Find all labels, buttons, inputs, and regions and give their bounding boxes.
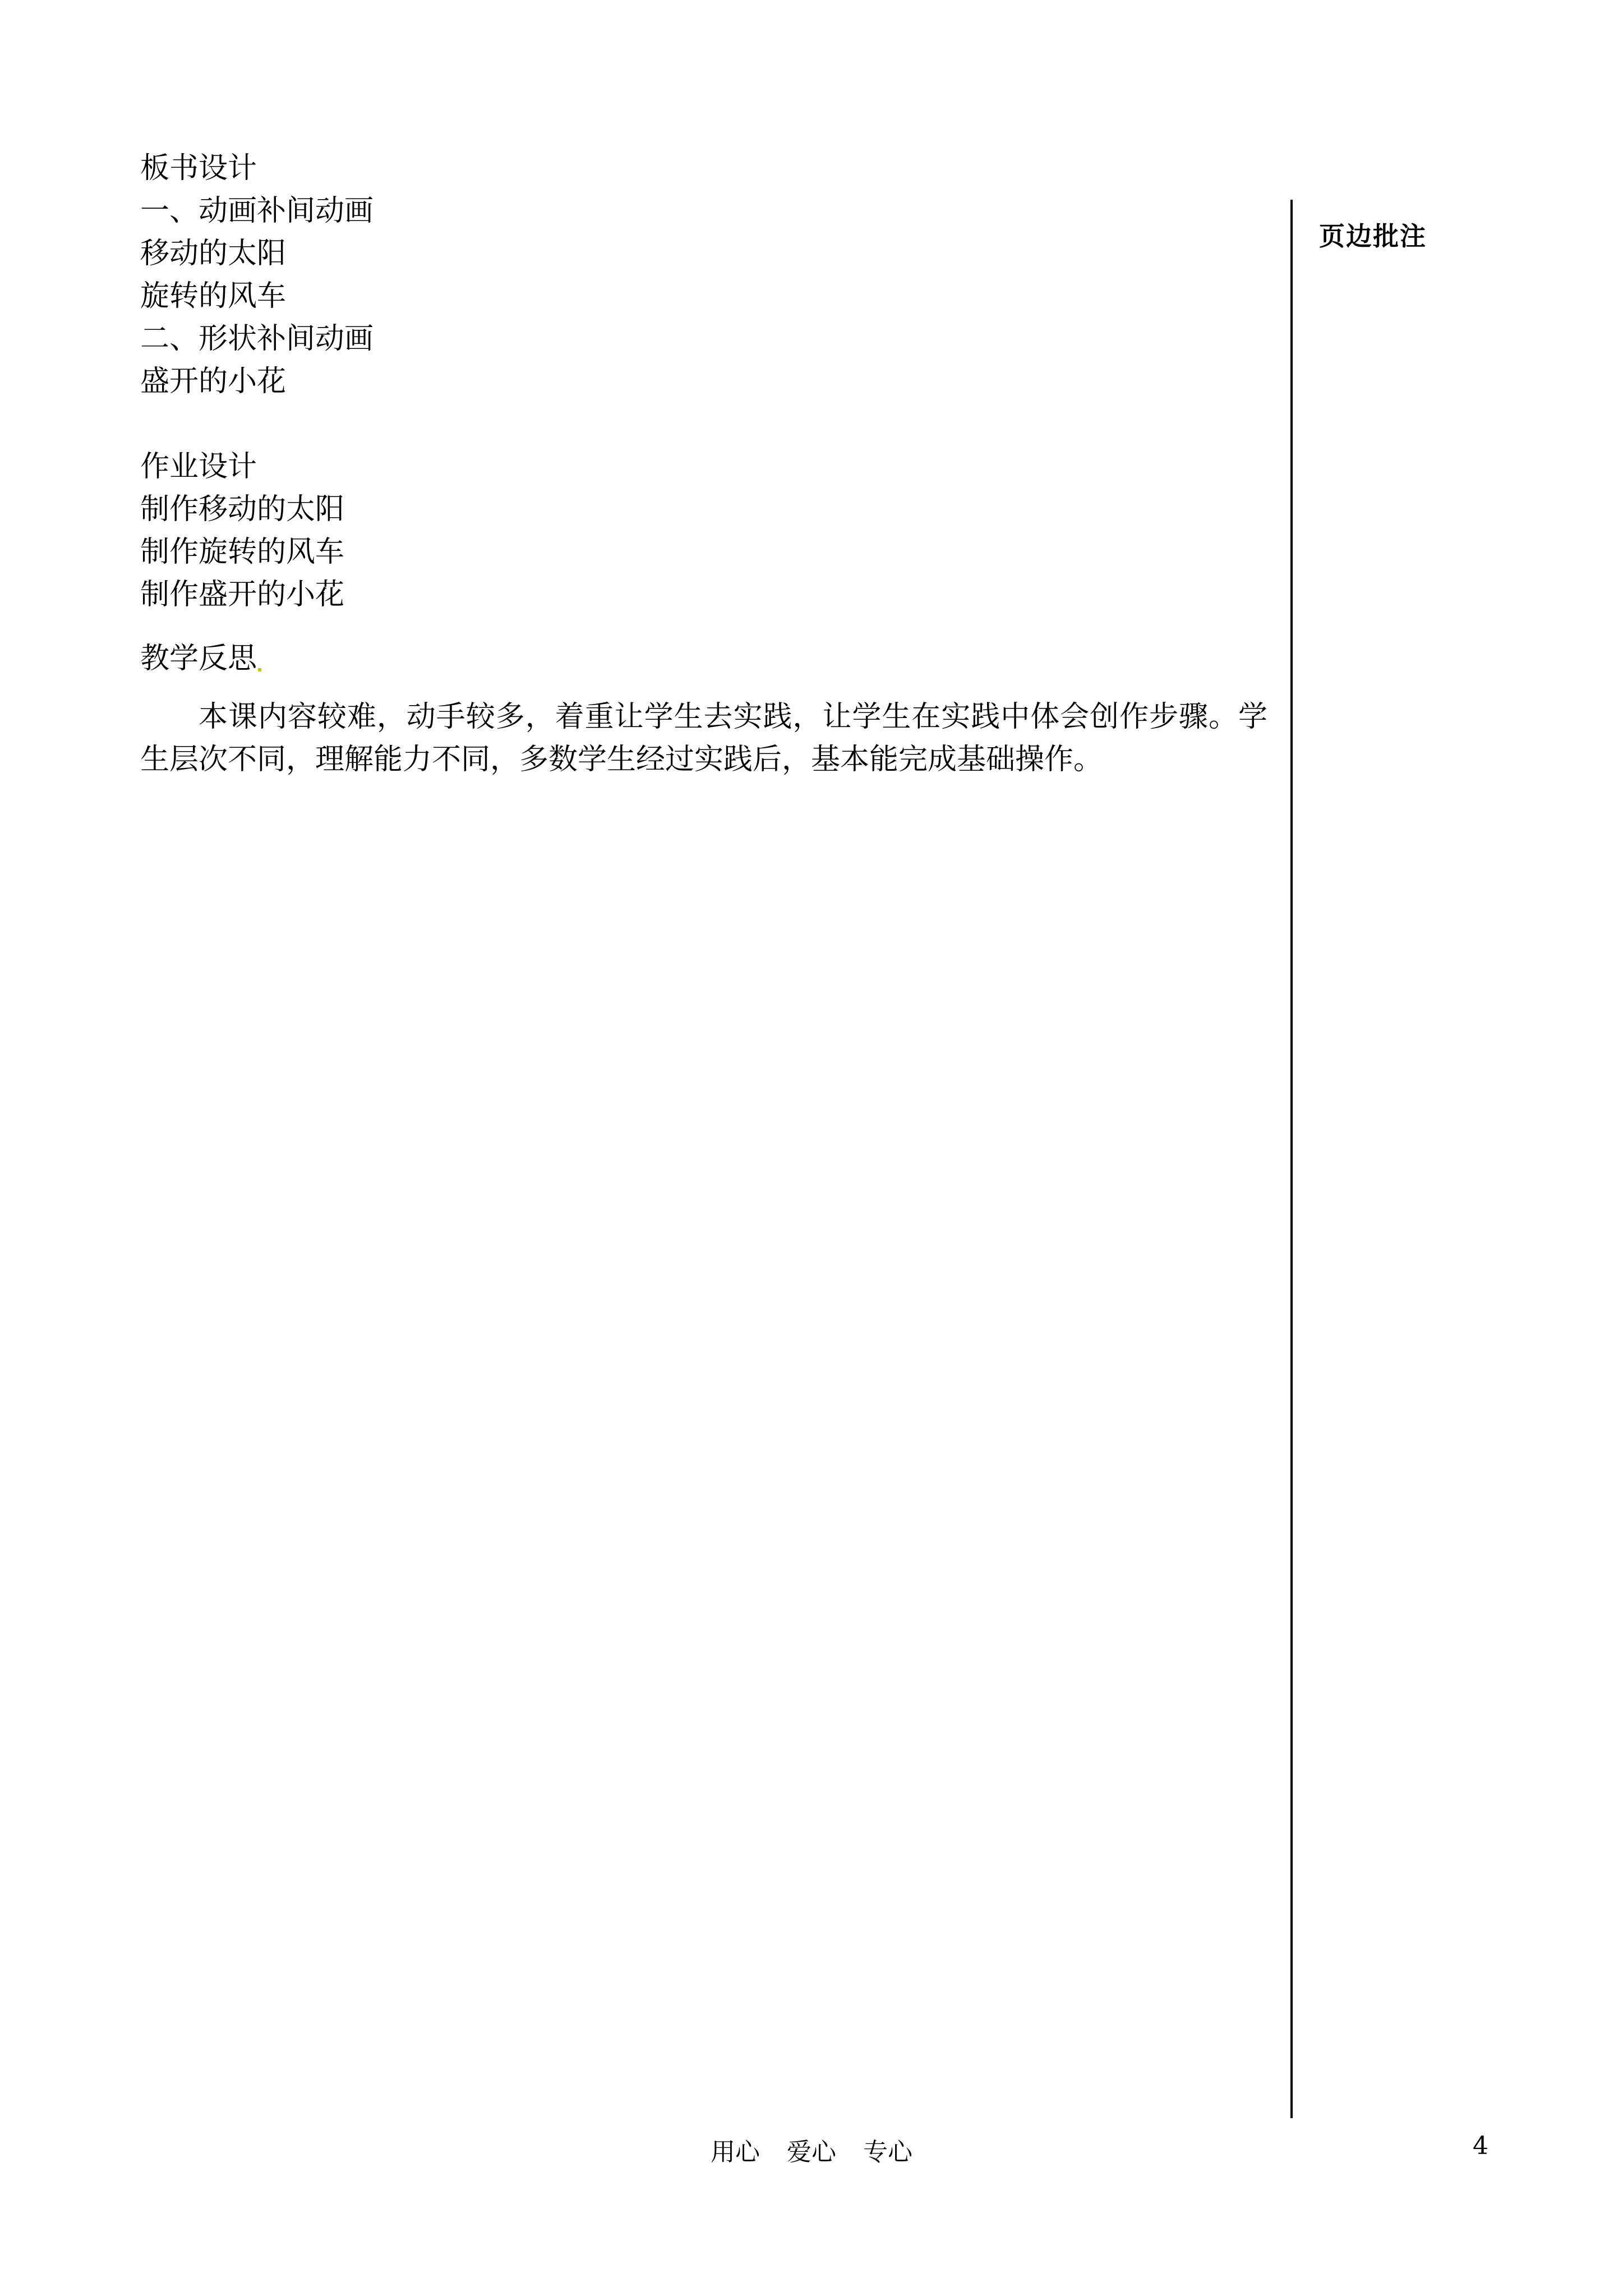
reflection-heading-line — [140, 637, 1267, 680]
homework-item: 制作旋转的风车 — [140, 535, 345, 569]
footer-motto-item: 爱心 — [787, 2138, 836, 2166]
margin-notes-label: 页边批注 — [1319, 221, 1427, 251]
board-design-item: 盛开的小花 — [140, 365, 287, 398]
reflection-heading: 教学反思 — [140, 642, 257, 675]
footer-motto — [0, 2132, 1623, 2168]
page-number: 4 — [1473, 2132, 1488, 2160]
reflection-body: 本课内容较难，动手较多，着重让学生去实践，让学生在实践中体会创作步骤。学生层次不同，理解能力不同，多数学生经过实践后，基本能完成基础操作。 — [140, 700, 1267, 776]
board-design-item: 旋转的风车 — [140, 279, 287, 313]
homework-item: 制作移动的太阳 — [140, 493, 345, 526]
board-design-item: 一、动画补间动画 — [140, 194, 374, 228]
footer-motto-item: 专心 — [863, 2138, 912, 2166]
dot-mark — [258, 668, 261, 671]
margin-divider — [1290, 200, 1293, 2118]
board-design-item: 移动的太阳 — [140, 237, 287, 270]
board-design-heading: 板书设计 — [140, 151, 257, 185]
section-spacer — [140, 616, 1267, 637]
homework-item: 制作盛开的小花 — [140, 578, 345, 611]
homework-heading: 作业设计 — [140, 450, 257, 484]
document-body — [140, 147, 1267, 781]
footer-motto-item: 用心 — [711, 2138, 760, 2166]
board-design-item: 二、形状补间动画 — [140, 322, 374, 356]
section-spacer — [140, 403, 1267, 445]
